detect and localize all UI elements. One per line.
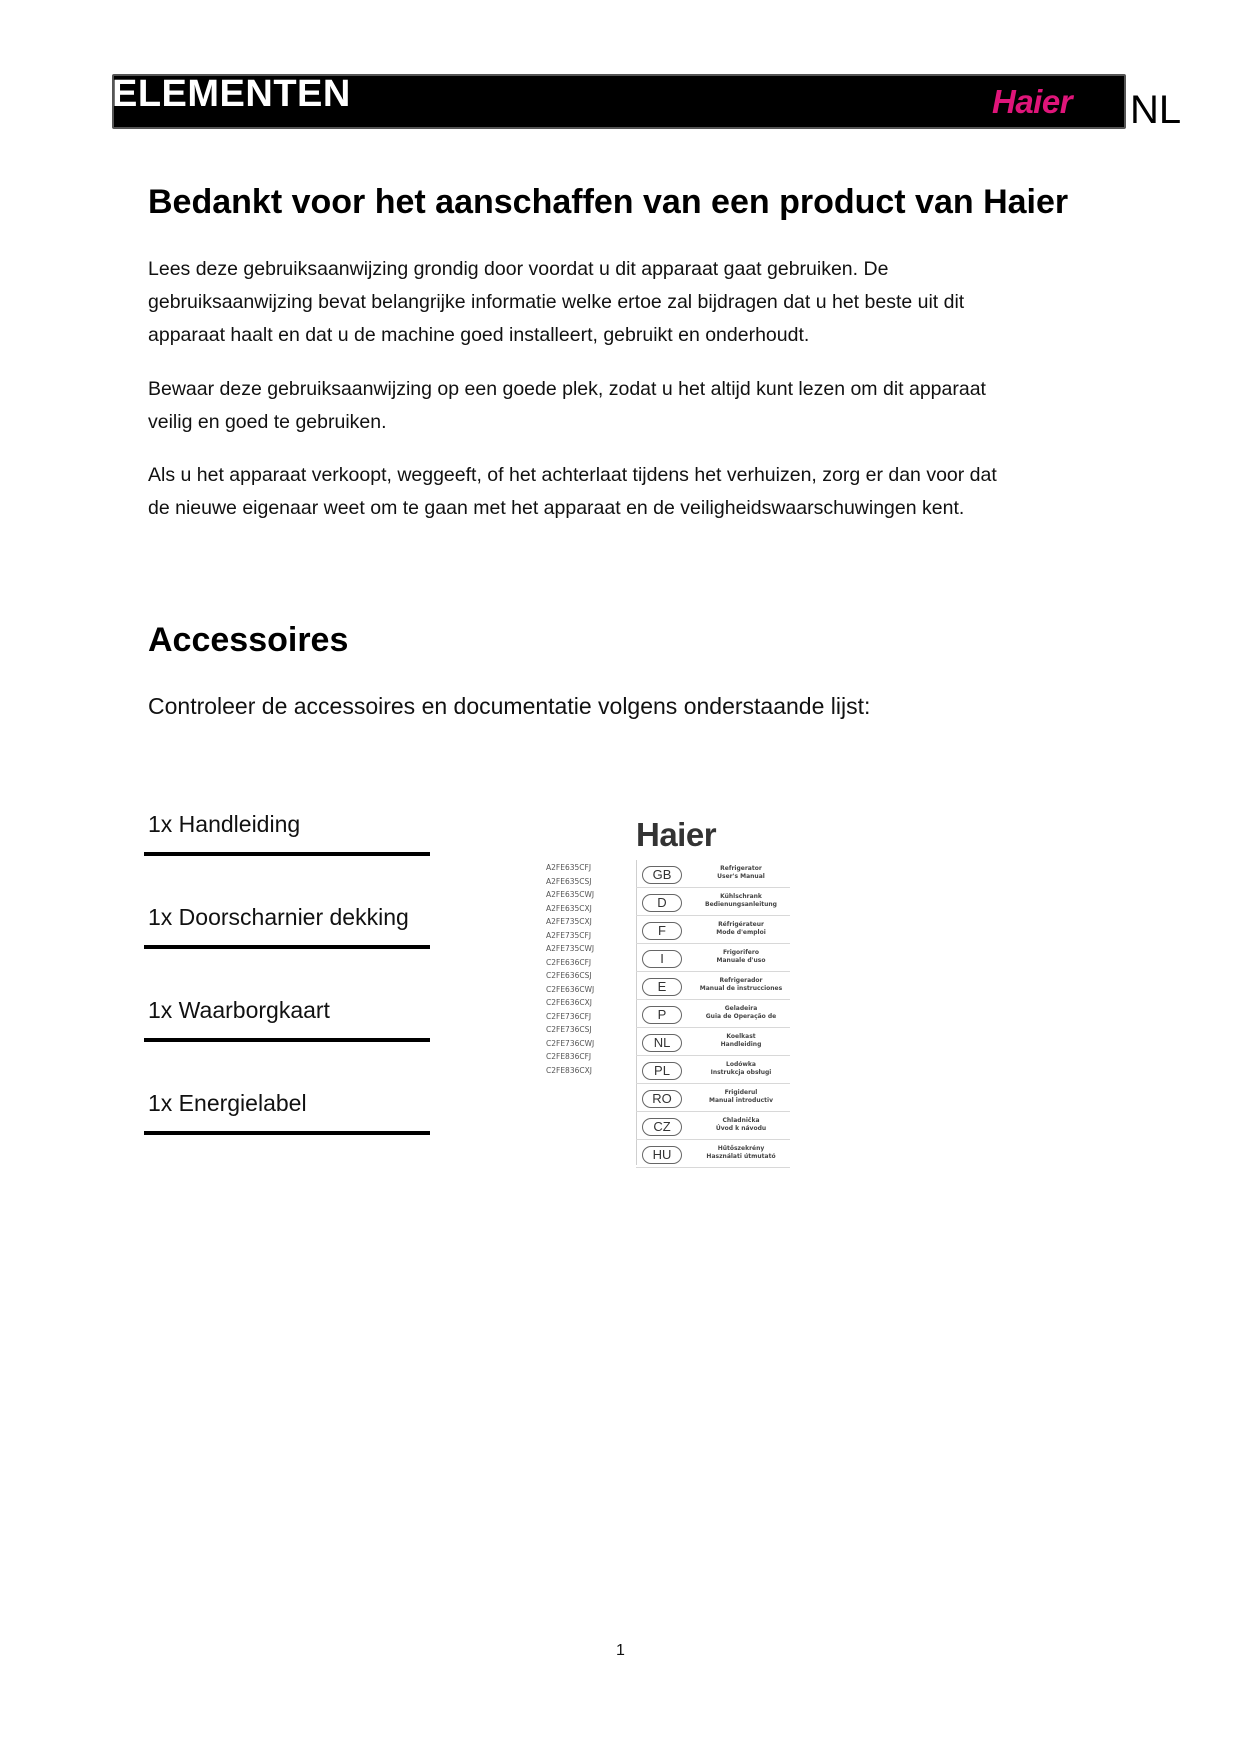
language-list bbox=[636, 860, 790, 1168]
accessory-item: 1x Energielabel bbox=[148, 1090, 307, 1116]
accessory-underline bbox=[144, 1131, 430, 1135]
language-description-line: Manuale d'uso bbox=[716, 957, 766, 964]
model-number: C2FE636CFJ bbox=[546, 957, 592, 967]
language-description bbox=[692, 921, 790, 937]
accessory-item: 1x Handleiding bbox=[148, 811, 301, 837]
language-badge: PL bbox=[642, 1062, 682, 1080]
language-badge: CZ bbox=[642, 1118, 682, 1136]
paragraph-line: gebruiksaanwijzing bevat belangrijke informatie welke ertoe zal bijdragen dat u het beste uit dit bbox=[148, 291, 965, 313]
model-number: C2FE836CXJ bbox=[546, 1065, 592, 1075]
language-badge: I bbox=[642, 950, 682, 968]
language-description-line: Refrigerador bbox=[719, 977, 763, 984]
language-badge: RO bbox=[642, 1090, 682, 1108]
accessory-underline bbox=[144, 945, 430, 949]
language-description bbox=[692, 1145, 790, 1161]
paragraph-line: veilig en goed te gebruiken. bbox=[148, 411, 387, 433]
model-number: A2FE735CFJ bbox=[546, 930, 592, 940]
language-description-line: Úvod k návodu bbox=[715, 1125, 767, 1132]
model-number: C2FE836CFJ bbox=[546, 1052, 592, 1061]
paragraph-read-manual bbox=[148, 253, 1098, 352]
section-title: ELEMENTEN bbox=[112, 73, 351, 115]
language-row bbox=[636, 916, 790, 944]
paragraph-new-owner bbox=[148, 459, 1098, 525]
language-description bbox=[692, 865, 790, 881]
language-description-line: Chladnička bbox=[722, 1117, 760, 1124]
thank-you-heading: Bedankt voor het aanschaffen van een product van Haier bbox=[148, 183, 1069, 221]
language-description bbox=[692, 949, 790, 965]
accessories-intro: Controleer de accessoires en documentatie volgens onderstaande lijst: bbox=[148, 693, 871, 719]
language-badge: P bbox=[642, 1006, 682, 1024]
language-description bbox=[692, 1033, 790, 1049]
language-description bbox=[692, 893, 790, 909]
model-list bbox=[546, 861, 626, 1077]
language-badge: D bbox=[642, 894, 682, 912]
model-number: C2FE736CWJ bbox=[546, 1038, 595, 1048]
language-description bbox=[692, 1061, 790, 1077]
paragraph-keep-manual bbox=[148, 373, 1098, 439]
language-description-line: Manual introductiv bbox=[709, 1097, 773, 1104]
language-description-line: Handleiding bbox=[720, 1041, 762, 1048]
language-badge: HU bbox=[642, 1146, 682, 1164]
language-description-line: Hűtőszekrény bbox=[717, 1145, 765, 1152]
language-description-line: Geladeira bbox=[724, 1005, 758, 1012]
paragraph-line: Bewaar deze gebruiksaanwijzing op een goede plek, zodat u het altijd kunt lezen om dit apparaat bbox=[148, 378, 986, 400]
model-number: C2FE636CSJ bbox=[546, 971, 592, 980]
accessories-heading: Accessoires bbox=[148, 621, 349, 659]
language-description-line: Manual de instrucciones bbox=[699, 985, 783, 992]
model-number: A2FE635CWJ bbox=[546, 890, 595, 899]
language-description-line: Mode d'emploi bbox=[716, 929, 766, 936]
model-number: C2FE736CSJ bbox=[546, 1025, 592, 1034]
paragraph-line: Als u het apparaat verkoopt, weggeeft, of het achterlaat tijdens het verhuizen, zorg er dan voor dat bbox=[148, 464, 997, 486]
language-row bbox=[636, 860, 790, 888]
language-row bbox=[636, 1028, 790, 1056]
language-row bbox=[636, 944, 790, 972]
language-description-line: Bedienungsanleitung bbox=[705, 901, 777, 908]
language-description-line: Lodówka bbox=[726, 1061, 756, 1068]
model-number: C2FE636CXJ bbox=[546, 998, 592, 1007]
accessory-underline bbox=[144, 1038, 430, 1042]
model-number: A2FE635CXJ bbox=[546, 903, 592, 913]
model-number: A2FE735CWJ bbox=[546, 944, 595, 953]
language-row bbox=[636, 1000, 790, 1028]
language-description-line: Koelkast bbox=[726, 1033, 756, 1040]
model-number: C2FE636CWJ bbox=[546, 984, 595, 994]
haier-logo: Haier bbox=[992, 83, 1073, 120]
language-badge: GB bbox=[642, 866, 682, 884]
language-row bbox=[636, 1140, 790, 1168]
language-description-line: Réfrigérateur bbox=[718, 921, 764, 928]
language-description bbox=[692, 977, 790, 993]
language-row bbox=[636, 1056, 790, 1084]
paragraph-line: apparaat haalt en dat u de machine goed installeert, gebruikt en onderhoudt. bbox=[148, 324, 810, 346]
language-description-line: Guia de Operação de bbox=[705, 1013, 777, 1020]
model-number: A2FE735CXJ bbox=[546, 917, 592, 926]
language-row bbox=[636, 972, 790, 1000]
paragraph-line: Lees deze gebruiksaanwijzing grondig door voordat u dit apparaat gaat gebruiken. De bbox=[148, 258, 889, 280]
language-description-line: Instrukcja obsługi bbox=[710, 1069, 772, 1076]
language-description-line: Frigiderul bbox=[724, 1089, 758, 1096]
language-description-line: Frigorifero bbox=[723, 949, 759, 956]
language-description bbox=[692, 1117, 790, 1133]
language-row bbox=[636, 1084, 790, 1112]
language-badge: F bbox=[642, 922, 682, 940]
paragraph-line: de nieuwe eigenaar weet om te gaan met het apparaat en de veiligheidswaarschuwingen kent. bbox=[148, 497, 965, 519]
accessory-underline bbox=[144, 852, 430, 856]
accessory-item: 1x Waarborgkaart bbox=[148, 997, 330, 1023]
page-number: 1 bbox=[616, 1642, 625, 1659]
language-description-line: Használati útmutató bbox=[706, 1153, 776, 1160]
model-number: A2FE635CFJ bbox=[546, 863, 592, 872]
language-row bbox=[636, 1112, 790, 1140]
language-code: NL bbox=[1130, 88, 1182, 132]
language-description-line: Kühlschrank bbox=[720, 893, 762, 900]
language-description bbox=[692, 1005, 790, 1021]
language-badge: NL bbox=[642, 1034, 682, 1052]
model-number: C2FE736CFJ bbox=[546, 1011, 592, 1021]
accessory-item: 1x Doorscharnier dekking bbox=[148, 904, 409, 930]
language-row bbox=[636, 888, 790, 916]
language-description-line: Refrigerator bbox=[720, 865, 762, 872]
manual-cover-image bbox=[540, 815, 790, 1165]
language-badge: E bbox=[642, 978, 682, 996]
manual-haier-logo: Haier bbox=[636, 816, 717, 853]
language-description-line: User's Manual bbox=[717, 873, 765, 880]
model-number: A2FE635CSJ bbox=[546, 876, 592, 886]
language-description bbox=[692, 1089, 790, 1105]
